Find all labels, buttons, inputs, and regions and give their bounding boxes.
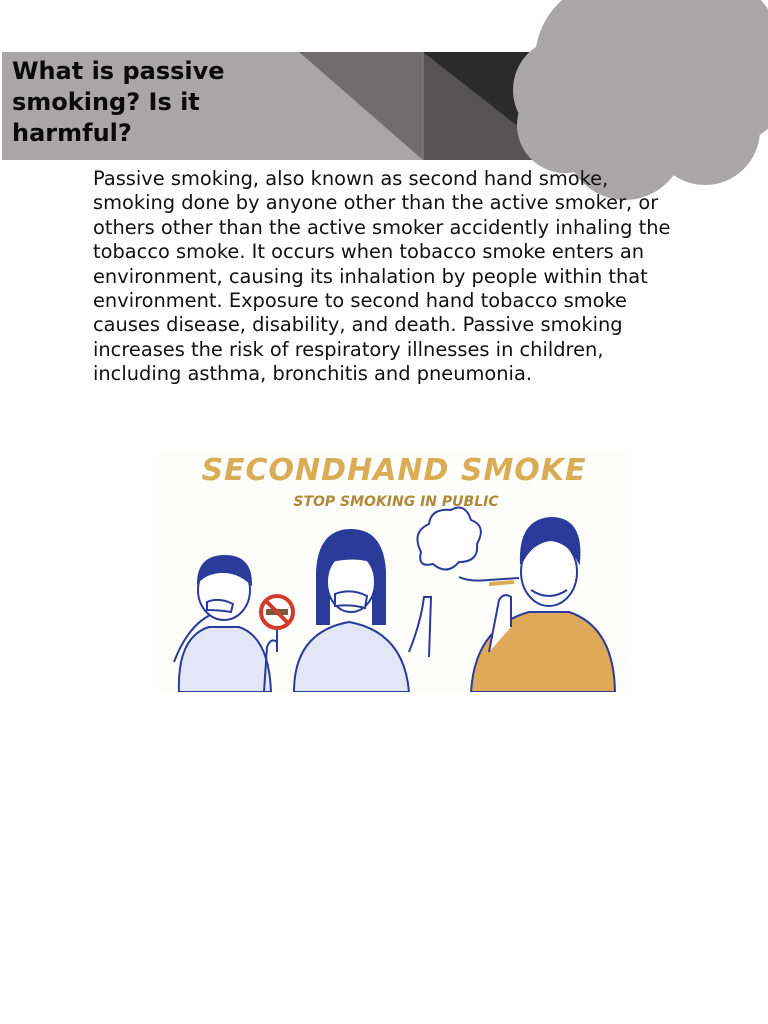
page-title: What is passive smoking? Is it harmful? (12, 57, 225, 147)
poster-svg (159, 452, 630, 692)
title-box (2, 52, 299, 160)
poster-headline: SECONDHAND SMOKE (201, 453, 587, 488)
body-paragraph: Passive smoking, also known as second hand smoke, smoking done by anyone other than the active smoker, or others other than the active smoker accidently inhaling the tobacco smoke. It occurs when tobacco smoke enters an environment, causing its inhalation by people within that environment. Exposure to second hand tobacco smoke causes disease, disability, and death. Passive smoking increases the risk of respiratory illnesses in children, including asthma, bronchitis and pneumonia. (93, 167, 671, 386)
secondhand-smoke-poster (159, 452, 630, 692)
poster-subline: STOP SMOKING IN PUBLIC (293, 494, 499, 510)
